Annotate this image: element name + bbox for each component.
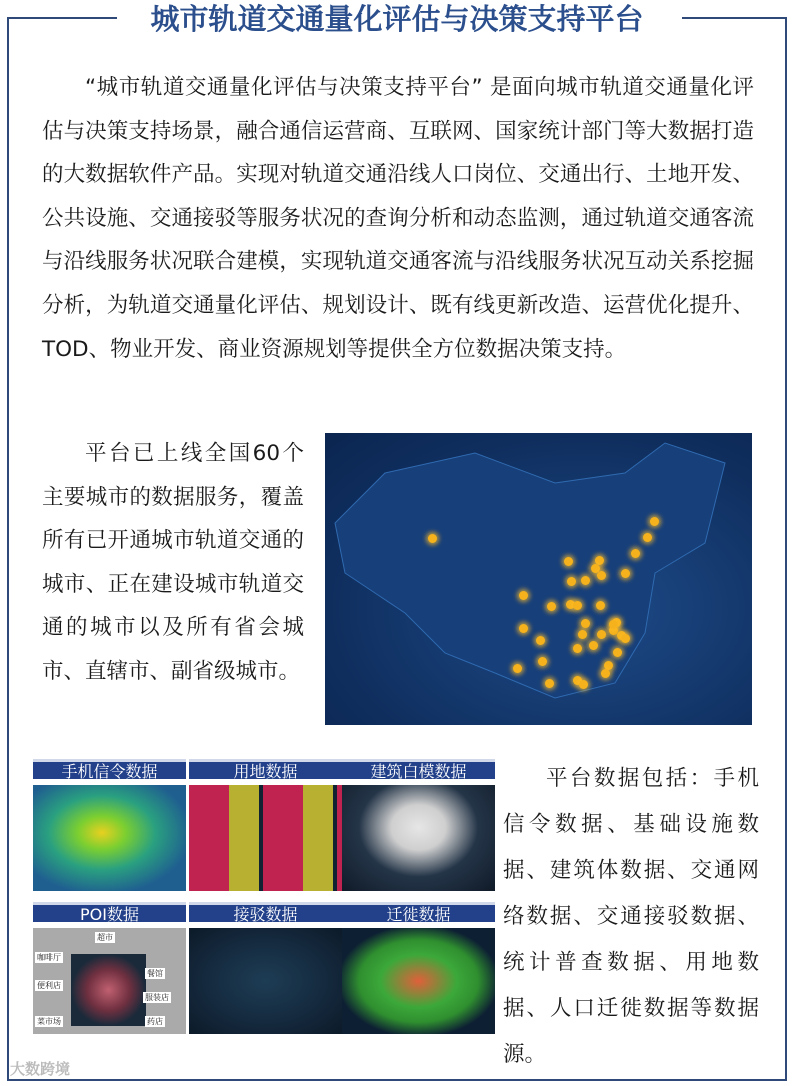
city-dot (578, 630, 587, 639)
poi-label: 菜市场 (37, 1017, 61, 1026)
city-dot (538, 657, 547, 666)
city-dot (631, 549, 640, 558)
sources-paragraph: 平台数据包括：手机信令数据、基础设施数据、建筑体数据、交通网络数据、交通接驳数据、统计普查数据、用地数据、人口迁徙数据等数据源。 (503, 766, 759, 1067)
city-dot (609, 620, 618, 629)
intro-paragraph: “城市轨道交通量化评估与决策支持平台” 是面向城市轨道交通量化评估与决策支持场景，融合通信运营商、互联网、国家统计部门等大数据打造的大数据软件产品。实现对轨道交通沿线人口岗位、交通出行、土地开发、公共设施、交通接驳等服务状况的查询分析和动态监测，通过轨道交通客流与沿线服务状况联合建模，实现轨道交通客流与沿线服务状况互动关系挖掘分析，为轨道交通量化评估、规划设计、既有线更新改造、运营优化提升、TOD、物业开发、商业资源规划等提供全方位数据决策支持。 (42, 75, 754, 362)
coverage-paragraph: 平台已上线全国60个主要城市的数据服务，覆盖所有已开通城市轨道交通的城市、正在建设城市轨道交通的城市以及所有省会城市、直辖市、副省级城市。 (42, 441, 304, 684)
city-dot (519, 624, 528, 633)
map-outline (325, 433, 752, 725)
tile-image (189, 785, 342, 891)
city-dot (621, 569, 630, 578)
city-dot (547, 602, 556, 611)
poi-label: 餐馆 (147, 969, 163, 978)
tile-label: 接驳数据 (189, 902, 342, 922)
poi-label: 服装店 (145, 993, 169, 1002)
title-rule (682, 17, 787, 19)
city-dot (519, 591, 528, 600)
city-dot (650, 517, 659, 526)
page-title: 城市轨道交通量化评估与决策支持平台 (0, 0, 794, 38)
tile-image (189, 928, 342, 1034)
poi-data-tile (33, 902, 186, 1034)
city-dot (428, 534, 437, 543)
city-dot (613, 648, 622, 657)
city-dot (581, 576, 590, 585)
tile-label: 用地数据 (189, 759, 342, 779)
tile-label: 建筑白模数据 (342, 759, 495, 779)
tile-label: 手机信令数据 (33, 759, 186, 779)
landuse-data-tile (189, 759, 342, 891)
tile-label: POI数据 (33, 902, 186, 922)
city-dot (579, 680, 588, 689)
city-dot (513, 664, 522, 673)
city-dot (601, 669, 610, 678)
city-dot (597, 571, 606, 580)
poi-label: 超市 (97, 933, 113, 942)
transfer-data-tile (189, 902, 342, 1034)
city-dot (589, 641, 598, 650)
city-dot (621, 634, 630, 643)
tile-image (342, 785, 495, 891)
title-rule (7, 17, 117, 19)
poi-label: 药店 (147, 1017, 163, 1026)
city-dot (596, 601, 605, 610)
city-dot (564, 557, 573, 566)
signaling-data-tile (33, 759, 186, 891)
city-dot (573, 644, 582, 653)
poi-label: 便利店 (37, 981, 61, 990)
china-city-map (325, 433, 752, 725)
migration-data-tile (342, 902, 495, 1034)
tile-image (33, 928, 186, 1034)
city-dot (581, 619, 590, 628)
poi-map (71, 954, 146, 1026)
city-dot (573, 601, 582, 610)
tile-image (33, 785, 186, 891)
city-dot (545, 679, 554, 688)
tile-image (342, 928, 495, 1034)
city-dot (567, 577, 576, 586)
city-dot (643, 533, 652, 542)
tile-label: 迁徙数据 (342, 902, 495, 922)
city-dot (597, 630, 606, 639)
city-dot (536, 636, 545, 645)
poi-label: 咖啡厅 (37, 953, 61, 962)
building-model-tile (342, 759, 495, 891)
watermark: 大数跨境 (10, 1060, 71, 1078)
